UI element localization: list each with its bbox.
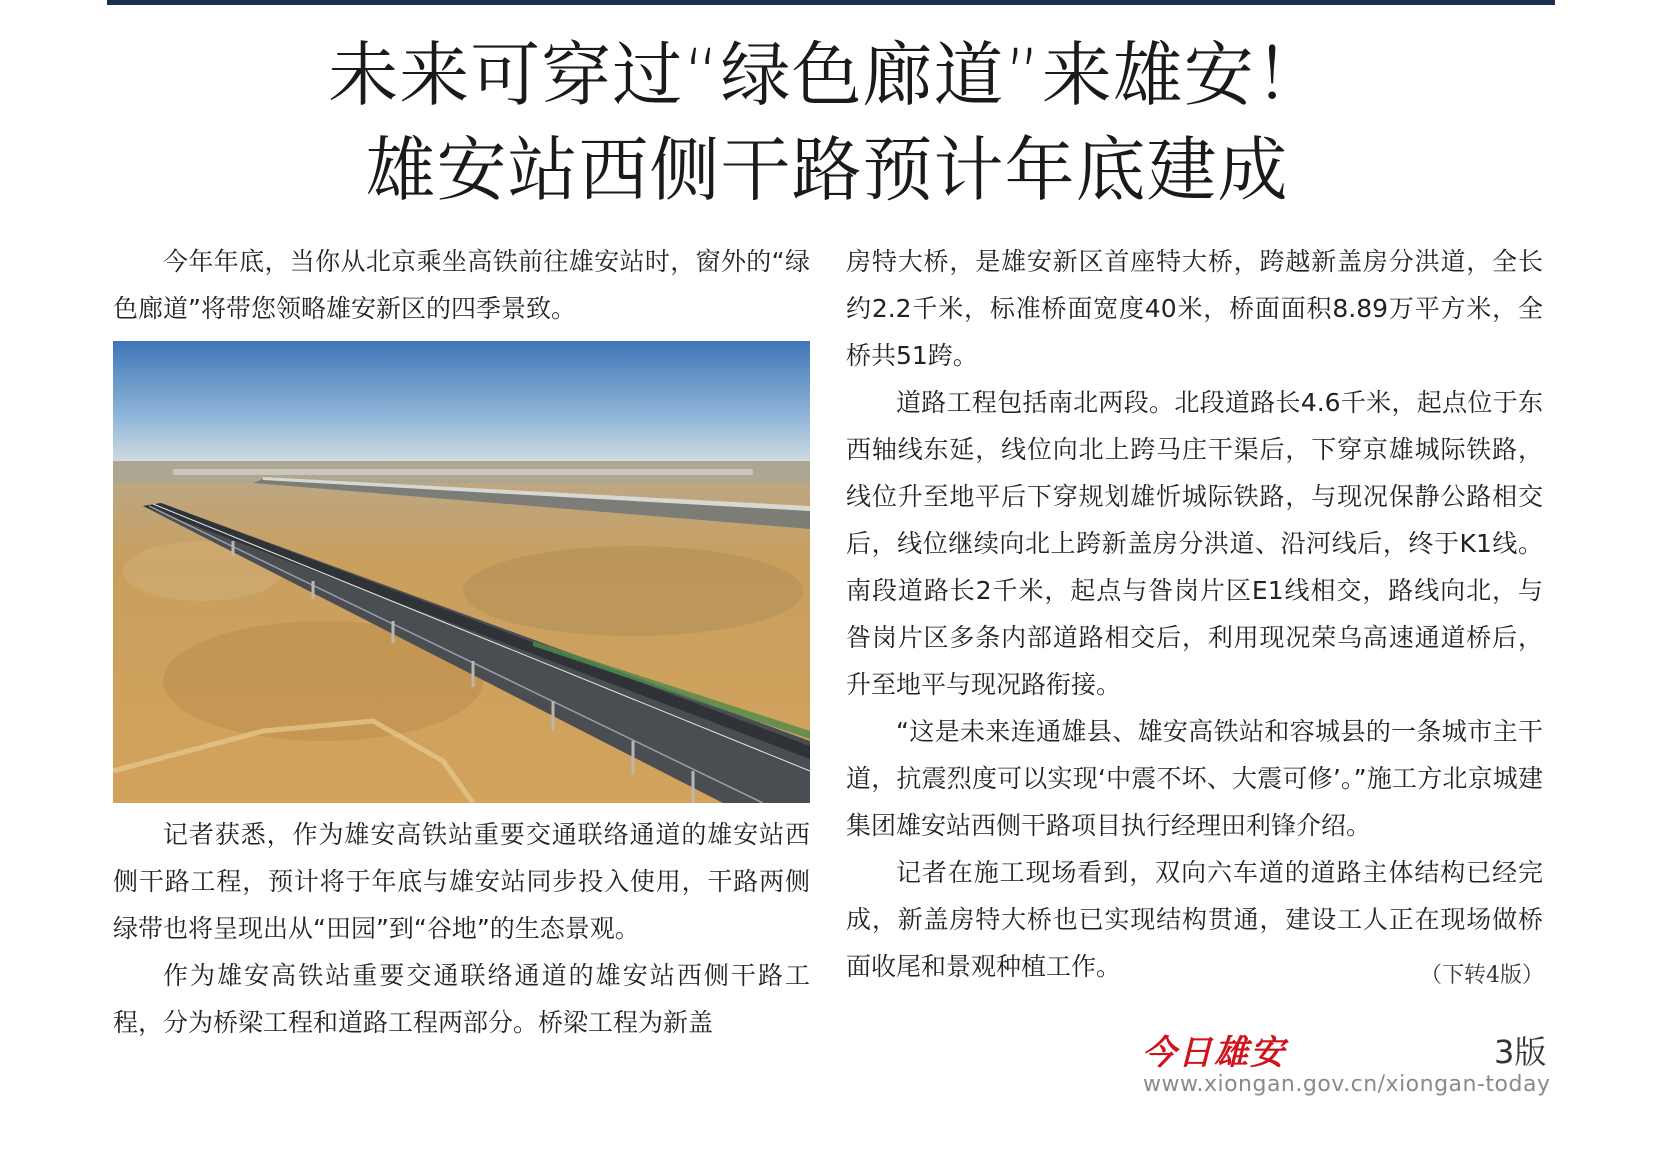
- headline-line2: 雄安站西侧干路预计年底建成: [365, 129, 1289, 211]
- newspaper-logo: 今日雄安: [1142, 1033, 1286, 1073]
- top-rule: [107, 0, 1555, 5]
- continued-note: （下转4版）: [1420, 963, 1544, 988]
- right-column: [846, 238, 1543, 990]
- right-paragraph-4: 记者在施工现场看到，双向六车道的道路主体结构已经完成，新盖房特大桥也已实现结构贯通，建设工人正在现场做桥面收尾和景观种植工作。: [846, 858, 1543, 981]
- website-url[interactable]: www.xiongan.gov.cn/xiongan-today: [1143, 1072, 1551, 1097]
- edition-number: 3版: [1494, 1033, 1547, 1071]
- right-paragraph-3: “这是未来连通雄县、雄安高铁站和容城县的一条城市主干道，抗震烈度可以实现‘中震不坏、大震可修’。”施工方北京城建集团雄安站西侧干路项目执行经理田利锋介绍。: [846, 717, 1543, 840]
- right-paragraph-2: 道路工程包括南北两段。北段道路长4.6千米，起点位于东西轴线东延，线位向北上跨马庄干渠后，下穿京雄城际铁路，线位升至地平后下穿规划雄忻城际铁路，与现况保静公路相交后，线位继续向北上跨新盖房分洪道、沿河线后，终于K1线。南段道路长2千米，起点与昝岗片区E1线相交，路线向北，与昝岗片区多条内部道路相交后，利用现况荣乌高速通道桥后，升至地平与现况路衔接。: [846, 388, 1543, 699]
- left-column: [113, 238, 810, 1046]
- left-paragraph-3: 作为雄安高铁站重要交通联络通道的雄安站西侧干路工程，分为桥梁工程和道路工程两部分。桥梁工程为新盖: [113, 961, 810, 1037]
- left-paragraph-2: 记者获悉，作为雄安高铁站重要交通联络通道的雄安站西侧干路工程，预计将于年底与雄安站同步投入使用，干路两侧绿带也将呈现出从“田园”到“谷地”的生态景观。: [113, 820, 810, 943]
- right-paragraph-1: 房特大桥，是雄安新区首座特大桥，跨越新盖房分洪道，全长约2.2千米，标准桥面宽度40米，桥面面积8.89万平方米，全桥共51跨。: [846, 247, 1543, 370]
- left-paragraph-1: 今年年底，当你从北京乘坐高铁前往雄安站时，窗外的“绿色廊道”将带您领略雄安新区的四季景致。: [113, 247, 810, 323]
- headline-line1: 未来可穿过“绿色廊道”来雄安！: [328, 34, 1326, 116]
- aerial-bridge-photo: [113, 341, 810, 803]
